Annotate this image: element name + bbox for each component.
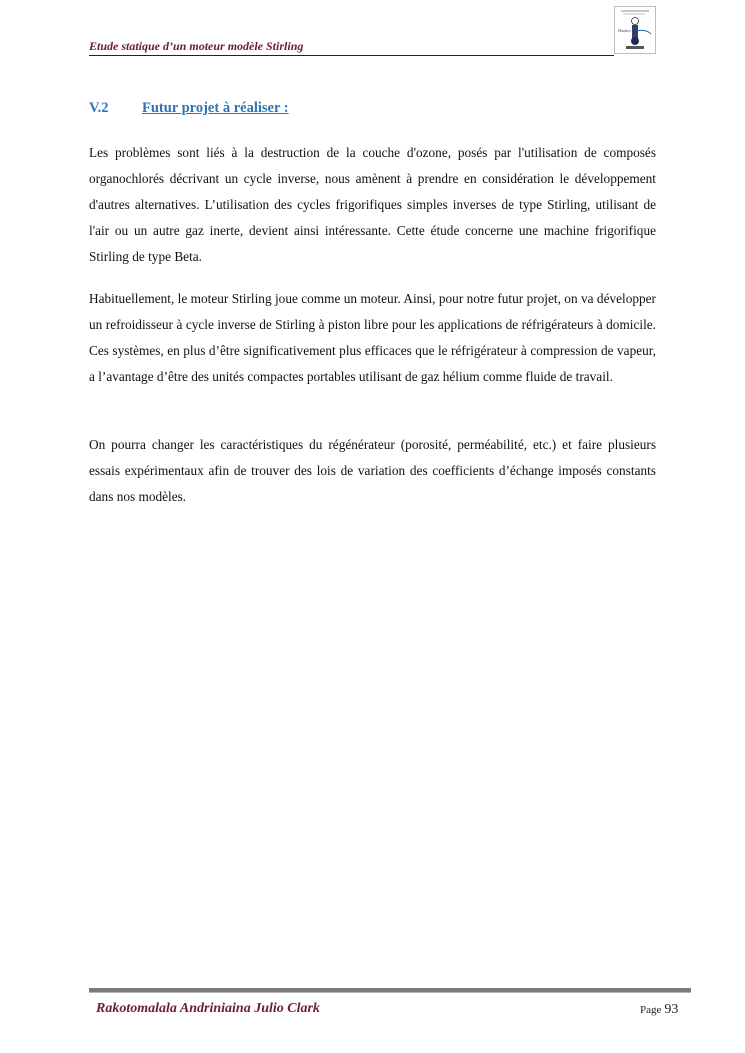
page-number-value: 93: [664, 1002, 679, 1017]
paragraph-3: On pourra changer les caractéristiques du régénérateur (porosité, perméabilité, etc.) et faire plusieurs essais expérimentaux afin de trouver des lois de variation des coefficients d’échange imposés constants dans nos modèles.: [89, 437, 656, 504]
section-heading: [89, 100, 289, 117]
stirling-engine-logo-icon: [615, 7, 655, 53]
page-label: Page: [640, 1004, 662, 1016]
running-header-title: Etude statique d’un moteur modèle Stirling: [89, 39, 614, 56]
page-number: [640, 1002, 678, 1018]
section-number: V.2: [89, 100, 109, 116]
footer-rule: [89, 988, 691, 993]
footer-author: Rakotomalala Andriniaina Julio Clark: [96, 1001, 320, 1016]
logo-text: Hanitra: [618, 28, 631, 33]
paragraph-1: Les problèmes sont liés à la destruction de la couche d'ozone, posés par l'utilisation de composés organochlorés décrivant un cycle inverse, nous amènent à prendre en considération le développement d'autres alternatives. L’utilisation des cycles frigorifiques simples inverses de type Stirling, utilisant de l'air ou un autre gaz inerte, devient ainsi intéressante. Cette étude concerne une machine frigorifique Stirling de type Beta.: [89, 145, 656, 264]
header-logo: [614, 6, 656, 54]
paragraph-2: Habituellement, le moteur Stirling joue comme un moteur. Ainsi, pour notre futur projet, on va développer un refroidisseur à cycle inverse de Stirling à piston libre pour les applications de réfrigérateurs à domicile. Ces systèmes, en plus d’être significativement plus efficaces que le réfrigérateur à compression de vapeur, a l’avantage d’être des unités compactes portables utilisant de gaz hélium comme fluide de travail.: [89, 291, 656, 384]
section-title: Futur projet à réaliser :: [142, 100, 289, 116]
